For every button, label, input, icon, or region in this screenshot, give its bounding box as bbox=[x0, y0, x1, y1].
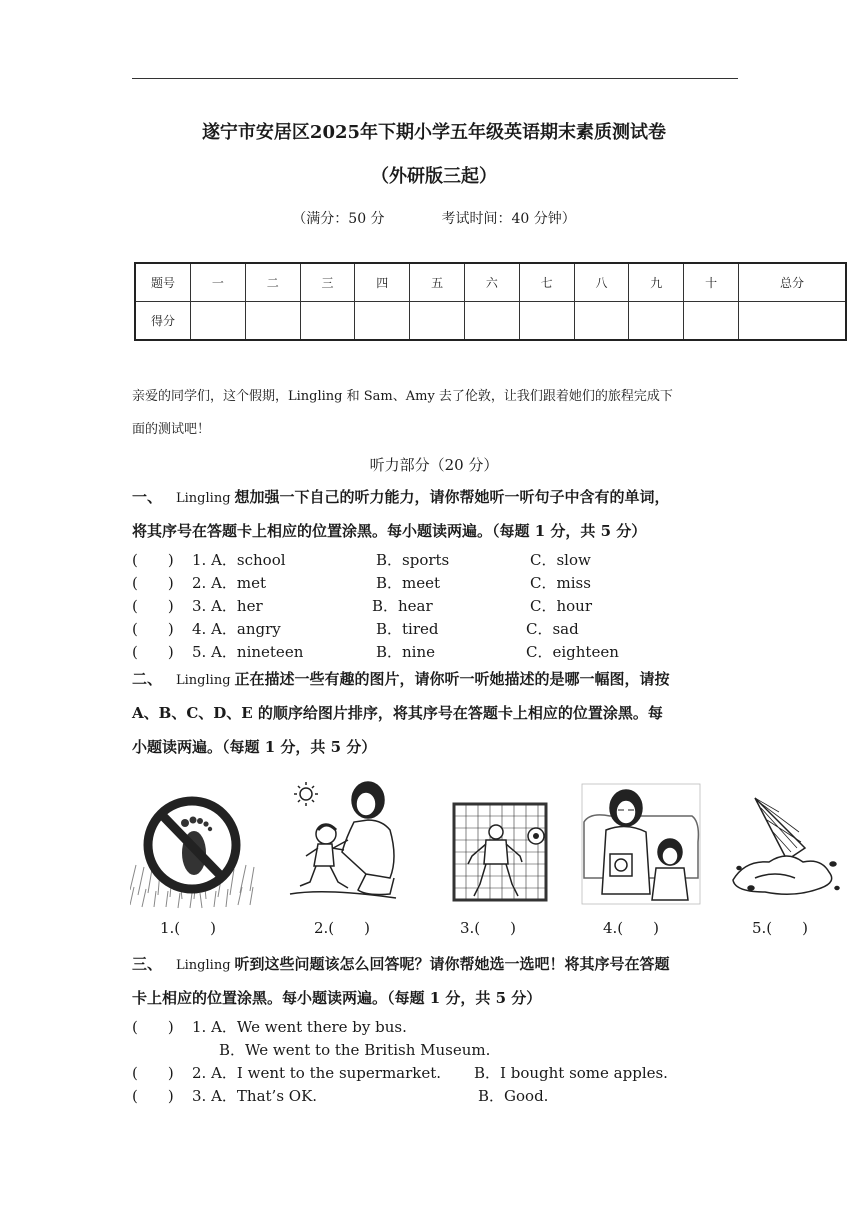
score-cell bbox=[410, 301, 465, 340]
s1-q5-paren: ( ) bbox=[132, 643, 174, 661]
section2-line3: 小题读两遍。（每题 1 分，共 5 分） bbox=[132, 738, 377, 756]
s1-q1-a: 1. A．school bbox=[192, 551, 286, 569]
picture5-caption: 5.( ) bbox=[752, 919, 809, 937]
mother-and-daughter-couch-picture bbox=[580, 782, 702, 906]
full-score: （满分：50 分 bbox=[292, 211, 385, 227]
score-cell bbox=[245, 301, 300, 340]
score-cell bbox=[191, 301, 246, 340]
exam-meta bbox=[0, 208, 868, 228]
section1-line1: 想加强一下自己的听力能力，请你帮她听一听句子中含有的单词， bbox=[234, 488, 670, 506]
s3-q2-a: 2. A．I went to the supermarket. bbox=[192, 1064, 442, 1082]
score-header-cell: 二 bbox=[245, 263, 300, 301]
header-rule bbox=[132, 78, 738, 79]
s1-q2-paren: ( ) bbox=[132, 574, 174, 592]
s1-q2-a: 2. A．met bbox=[192, 574, 267, 592]
score-cell bbox=[738, 301, 846, 340]
s1-q4-c: C．sad bbox=[526, 620, 579, 638]
s3-q3-a: 3. A．That’s OK. bbox=[192, 1087, 318, 1105]
s3-q2-b: B．I bought some apples. bbox=[474, 1064, 668, 1082]
section3-heading bbox=[132, 953, 670, 974]
score-header-cell: 三 bbox=[300, 263, 355, 301]
s1-q4-a: 4. A．angry bbox=[192, 620, 281, 638]
picture1-caption: 1.( ) bbox=[160, 919, 217, 937]
s1-q1-c: C．slow bbox=[530, 551, 591, 569]
score-header-cell: 四 bbox=[355, 263, 410, 301]
s3-q3-b: B．Good. bbox=[478, 1087, 549, 1105]
s1-q2-b: B．meet bbox=[376, 574, 441, 592]
score-table bbox=[134, 262, 847, 341]
picture4-caption: 4.( ) bbox=[603, 919, 660, 937]
picture2-caption: 2.( ) bbox=[314, 919, 371, 937]
section2-name: Lingling bbox=[176, 673, 231, 688]
section3-line2: 卡上相应的位置涂黑。每小题读两遍。（每题 1 分，共 5 分） bbox=[132, 989, 542, 1007]
section3-number: 三、 bbox=[132, 955, 163, 973]
s1-q1-paren: ( ) bbox=[132, 551, 174, 569]
dropped-ice-cream-picture bbox=[725, 792, 840, 906]
section1-name: Lingling bbox=[176, 491, 231, 506]
score-cell bbox=[684, 301, 739, 340]
s3-q3-paren: ( ) bbox=[132, 1087, 174, 1105]
section2-line1: 正在描述一些有趣的图片，请你听一听她描述的是哪一幅图，请按 bbox=[234, 670, 670, 688]
section2-line2: A、B、C、D、E 的顺序给图片排序，将其序号在答题卡上相应的位置涂黑。每 bbox=[132, 704, 663, 722]
score-cell bbox=[300, 301, 355, 340]
score-cell bbox=[574, 301, 629, 340]
score-header-cell: 十 bbox=[684, 263, 739, 301]
section1-heading bbox=[132, 486, 670, 507]
score-header-cell: 题号 bbox=[135, 263, 191, 301]
s1-q5-c: C．eighteen bbox=[526, 643, 619, 661]
s3-q2-paren: ( ) bbox=[132, 1064, 174, 1082]
s3-q1-a: 1. A．We went there by bus. bbox=[192, 1018, 407, 1036]
s1-q5-a: 5. A．nineteen bbox=[192, 643, 304, 661]
exam-subtitle: （外研版三起） bbox=[371, 166, 497, 187]
intro-line-1: 亲爱的同学们，这个假期，Lingling 和 Sam、Amy 去了伦敦，让我们跟着她们的旅程完成下 bbox=[132, 389, 673, 404]
s1-q4-b: B．tired bbox=[376, 620, 439, 638]
score-header-cell: 一 bbox=[191, 263, 246, 301]
score-row-label: 得分 bbox=[135, 301, 191, 340]
s1-q3-c: C．hour bbox=[530, 597, 592, 615]
score-cell bbox=[464, 301, 519, 340]
section2-number: 二、 bbox=[132, 670, 163, 688]
section3-line1: 听到这些问题该怎么回答呢？请你帮她选一选吧！将其序号在答题 bbox=[234, 955, 670, 973]
score-cell bbox=[629, 301, 684, 340]
exam-time: 考试时间：40 分钟） bbox=[441, 211, 576, 227]
picture3-caption: 3.( ) bbox=[460, 919, 517, 937]
score-cell bbox=[355, 301, 410, 340]
score-header-cell: 总分 bbox=[738, 263, 846, 301]
score-header-cell: 九 bbox=[629, 263, 684, 301]
s3-q1-paren: ( ) bbox=[132, 1018, 174, 1036]
exam-title: 遂宁市安居区2025年下期小学五年级英语期末素质测试卷 bbox=[201, 122, 667, 143]
score-header-cell: 五 bbox=[410, 263, 465, 301]
goalkeeper-picture bbox=[450, 800, 550, 908]
s1-q1-b: B．sports bbox=[376, 551, 450, 569]
no-walking-sign-picture bbox=[130, 795, 255, 910]
s1-q5-b: B．nine bbox=[376, 643, 436, 661]
score-header-cell: 七 bbox=[519, 263, 574, 301]
section1-number: 一、 bbox=[132, 488, 163, 506]
s1-q3-paren: ( ) bbox=[132, 597, 174, 615]
score-cell bbox=[519, 301, 574, 340]
s1-q2-c: C．miss bbox=[530, 574, 591, 592]
s1-q3-a: 3. A．her bbox=[192, 597, 263, 615]
section2-heading bbox=[132, 668, 670, 689]
mother-and-child-picture bbox=[286, 778, 404, 906]
s1-q4-paren: ( ) bbox=[132, 620, 174, 638]
intro-line-2: 面的测试吧！ bbox=[132, 422, 211, 437]
listening-title: 听力部分（20 分） bbox=[369, 456, 499, 474]
score-header-cell: 六 bbox=[464, 263, 519, 301]
section3-name: Lingling bbox=[176, 958, 231, 973]
s1-q3-b: B．hear bbox=[372, 597, 433, 615]
s3-q1-b: B．We went to the British Museum. bbox=[219, 1041, 491, 1059]
section1-line2: 将其序号在答题卡上相应的位置涂黑。每小题读两遍。（每题 1 分，共 5 分） bbox=[132, 522, 647, 540]
score-header-cell: 八 bbox=[574, 263, 629, 301]
